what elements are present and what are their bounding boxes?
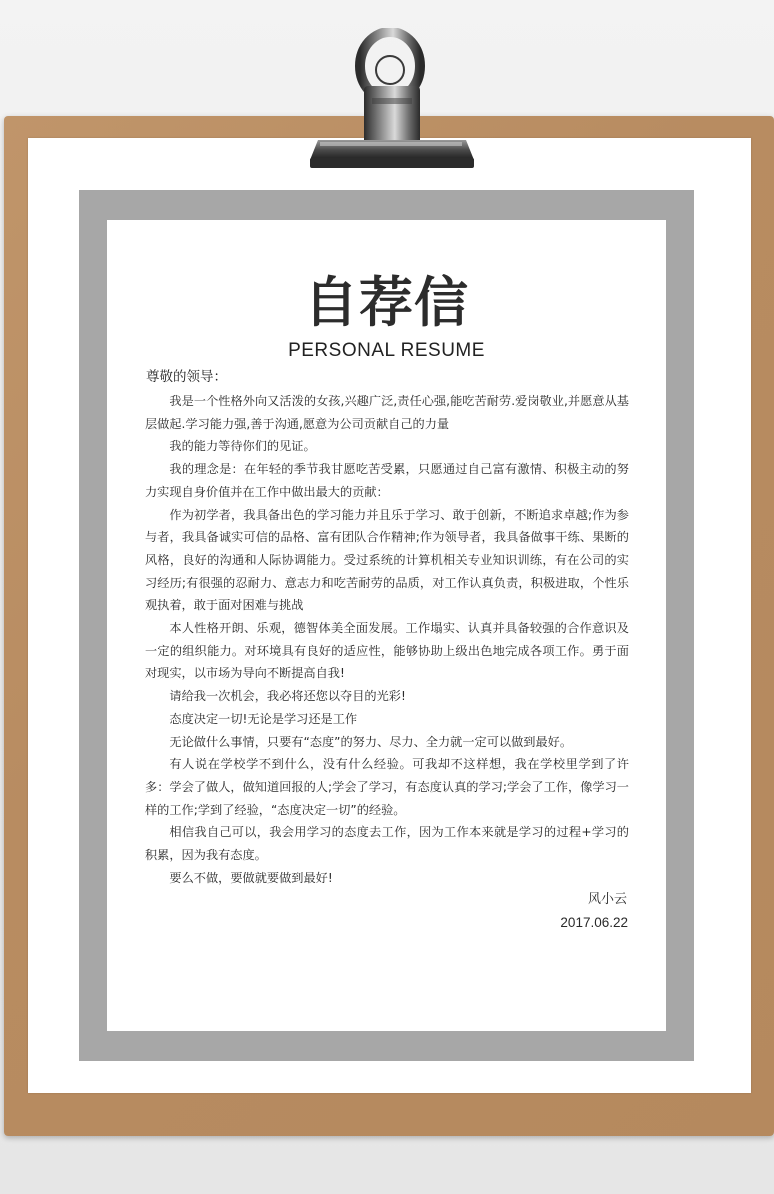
paragraph: 态度决定一切!无论是学习还是工作 — [169, 711, 358, 726]
signature-date: 2017.06.22 — [560, 915, 628, 930]
paragraph: 我的理念是：在年轻的季节我甘愿吃苦受累，只愿通过自己富有激情、积极主动的努力实现自身价值并在工作中做出最大的贡献： — [145, 462, 629, 499]
letter-body — [145, 390, 629, 889]
paragraph: 有人说在学校学不到什么，没有什么经验。可我却不这样想，我在学校里学到了许多：学会了做人，做知道回报的人;学会了学习，有态度认真的学习;学会了工作，像学习一样的工作;学到了经验，“态度决定一切”的经验。 — [145, 757, 629, 817]
letter-greeting: 尊敬的领导： — [146, 369, 227, 385]
paragraph: 要么不做，要做就要做到最好! — [169, 870, 333, 885]
paragraph: 无论做什么事情，只要有“态度”的努力、尽力、全力就一定可以做到最好。 — [169, 734, 573, 749]
paragraph: 请给我一次机会，我必将还您以夺目的光彩! — [169, 689, 406, 704]
paragraph: 本人性格开朗、乐观，德智体美全面发展。工作塌实、认真并具备较强的合作意识及一定的组织能力。对环境具有良好的适应性，能够协助上级出色地完成各项工作。勇于面对现实，以市场为导向不断提高自我! — [145, 621, 629, 681]
letter-title: 自荐信 — [304, 271, 469, 334]
paragraph: 我是一个性格外向又活泼的女孩,兴趣广泛,责任心强,能吃苦耐劳.爱岗敬业,并愿意从基层做起.学习能力强,善于沟通,愿意为公司贡献自己的力量 — [145, 394, 629, 431]
binder-clip-icon — [306, 28, 476, 178]
letter-subtitle: PERSONAL RESUME — [288, 340, 485, 361]
paragraph: 我的能力等待你们的见证。 — [169, 439, 316, 454]
paragraph: 作为初学者，我具备出色的学习能力并且乐于学习、敢于创新，不断追求卓越;作为参与者，我具备诚实可信的品格、富有团队合作精神;作为领导者，我具备做事干练、果断的风格，良好的沟通和人际协调能力。受过系统的计算机相关专业知识训练，有在公司的实习经历;有很强的忍耐力、意志力和吃苦耐劳的品质，对工作认真负责，积极进取，个性乐观执着，敢于面对困难与挑战 — [145, 507, 629, 613]
signature: 风小云 — [587, 892, 627, 907]
paragraph: 相信我自己可以，我会用学习的态度去工作，因为工作本来就是学习的过程+学习的积累，因为我有态度。 — [145, 825, 629, 863]
